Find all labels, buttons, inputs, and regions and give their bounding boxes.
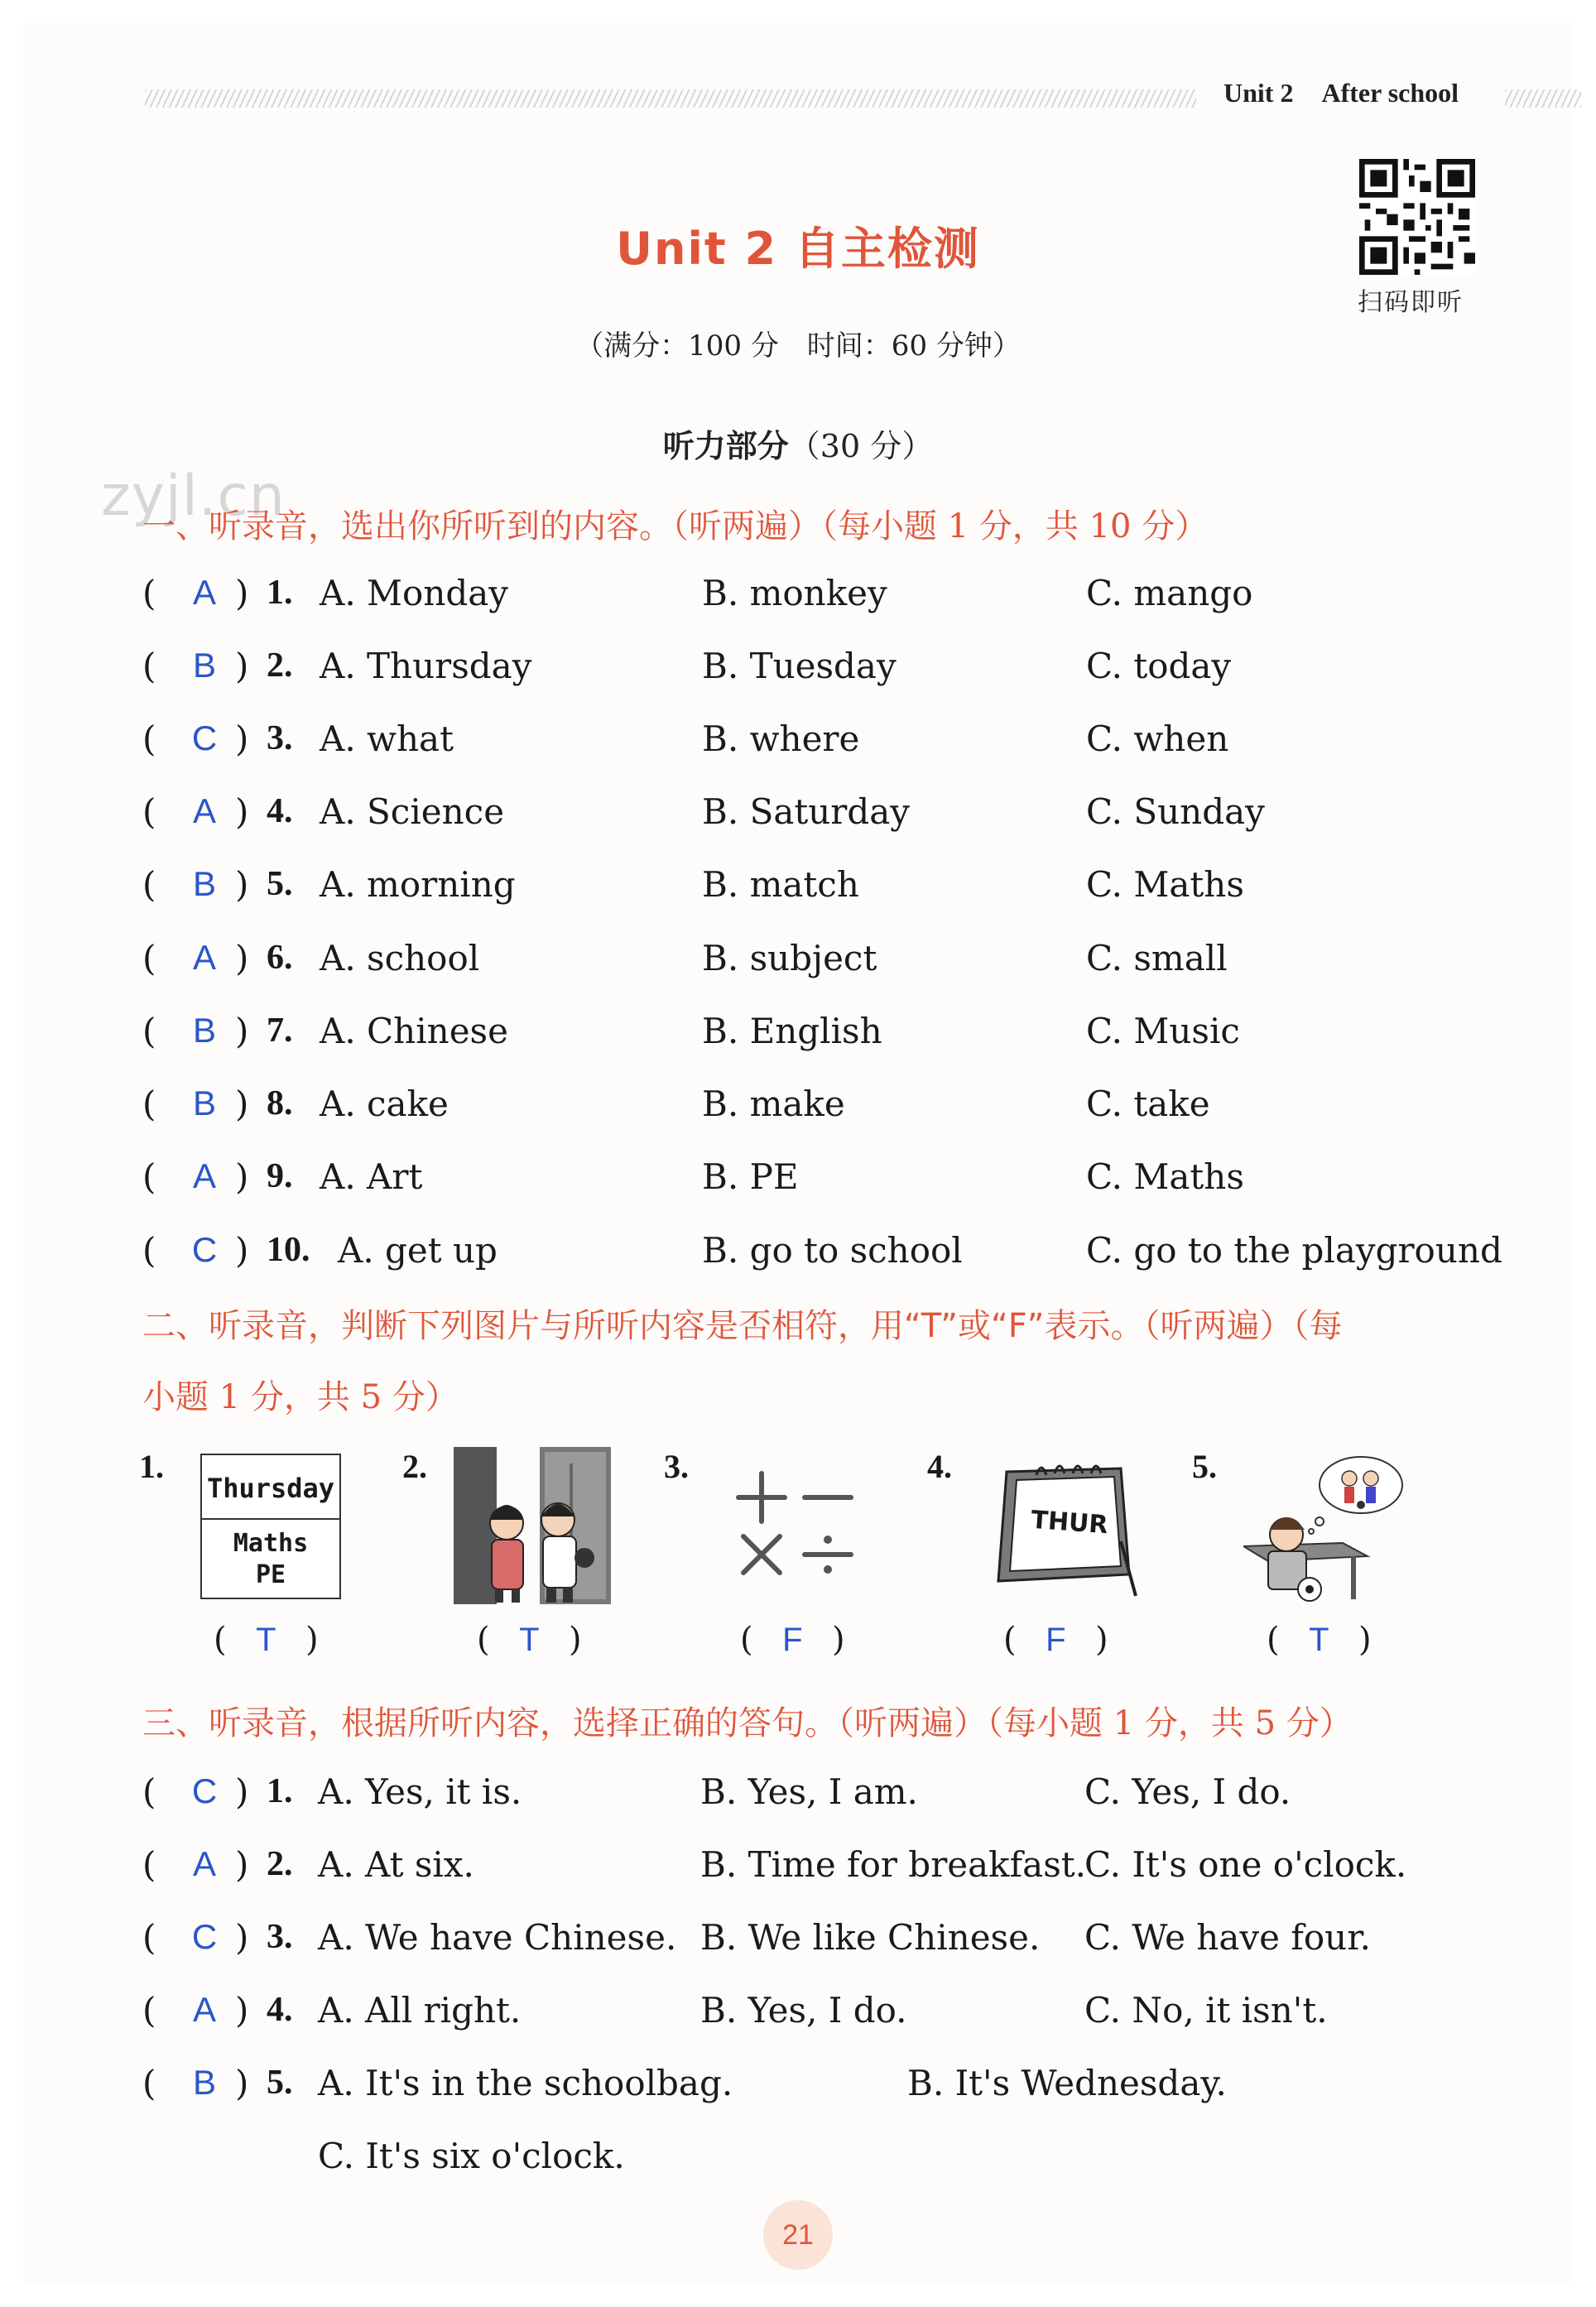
option-a: A. what — [320, 719, 454, 759]
question-number: 5. — [267, 2064, 293, 2102]
card-day: Thursday — [202, 1455, 339, 1520]
answer-value: B — [192, 646, 216, 685]
score-time-line: （满分：100 分 时间：60 分钟） — [575, 329, 1021, 363]
pic-num-1: 1. — [139, 1448, 164, 1485]
calendar-day: THUR — [1030, 1505, 1109, 1540]
option-a: A. Science — [320, 791, 505, 832]
option-b: B. Yes, I do. — [700, 1990, 907, 2031]
option-b: B. go to school — [702, 1230, 963, 1271]
part2-title-text: 二、听录音，判断下列图片与所听内容是否相符，用“T”或“F”表示。 — [142, 1307, 1144, 1345]
option-c: C. Maths — [1086, 1156, 1244, 1197]
question-number: 3. — [267, 719, 293, 757]
part1-note: （听两遍）（每小题 1 分，共 10 分） — [672, 507, 1209, 546]
paren-close: ) — [235, 1230, 249, 1271]
question-number: 9. — [267, 1157, 293, 1195]
paren-close: ) — [235, 1917, 249, 1958]
option-b: B. make — [702, 1084, 845, 1124]
question-number: 2. — [267, 646, 293, 685]
card-subject-1: Maths — [233, 1529, 309, 1558]
option-b: B. where — [702, 719, 860, 759]
answer-value: C — [191, 1771, 218, 1810]
part3-note: （听两遍）（每小题 1 分，共 5 分） — [838, 1704, 1353, 1742]
option-c: C. Sunday — [1086, 791, 1265, 832]
option-a: A. morning — [320, 864, 516, 905]
pic-num-2: 2. — [402, 1448, 427, 1485]
pic-answer-4: ( F ) — [1003, 1621, 1108, 1659]
question-number: 1. — [267, 1772, 293, 1810]
paren-close: ) — [235, 1844, 249, 1885]
paren-open: ( — [142, 573, 156, 613]
part2-title-line2 — [142, 1371, 459, 1418]
qr-label: 扫码即听 — [1358, 288, 1464, 317]
option-c: C. It's six o'clock. — [318, 2136, 625, 2176]
option-a: A. Yes, it is. — [318, 1771, 522, 1812]
paren-open: ( — [142, 1230, 156, 1271]
watermark: zyjl.cn — [101, 464, 286, 529]
option-c: C. small — [1086, 938, 1228, 978]
header-unit: Unit 2 — [1223, 78, 1294, 108]
option-b: B. Saturday — [702, 791, 911, 832]
question-number: 7. — [267, 1012, 293, 1050]
question-number: 8. — [267, 1084, 293, 1122]
option-c: C. Yes, I do. — [1084, 1771, 1291, 1812]
part1-title — [142, 500, 1208, 547]
option-b: B. PE — [702, 1156, 799, 1197]
option-b: B. monkey — [702, 573, 887, 613]
answer-value: C — [191, 719, 218, 757]
paren-close: ) — [235, 646, 249, 686]
option-b: B. Time for breakfast. — [700, 1844, 1086, 1885]
paren-close: ) — [235, 791, 249, 832]
desk-calendar-picture — [982, 1450, 1139, 1599]
pic-num-5: 5. — [1192, 1448, 1217, 1485]
pic-num-4: 4. — [927, 1448, 952, 1485]
header-topic: After school — [1321, 78, 1459, 108]
answer-value: B — [192, 1084, 216, 1122]
question-number: 4. — [267, 1991, 293, 2029]
paren-close: ) — [235, 1771, 249, 1812]
pic-answer-5: ( T ) — [1267, 1621, 1372, 1659]
paren-close: ) — [235, 938, 249, 978]
part1-title-text: 一、听录音，选出你所听到的内容。 — [142, 507, 672, 546]
paren-open: ( — [142, 791, 156, 832]
option-a: A. Monday — [320, 573, 509, 613]
paren-close: ) — [235, 573, 249, 613]
section-heading — [0, 421, 1596, 466]
paren-open: ( — [142, 938, 156, 978]
option-a: A. We have Chinese. — [318, 1917, 677, 1958]
part3-title — [142, 1697, 1353, 1744]
answer-value: A — [192, 1990, 216, 2029]
question-number: 10. — [267, 1231, 310, 1269]
option-b: B. English — [702, 1011, 882, 1051]
option-a: A. It's in the schoolbag. — [318, 2063, 733, 2103]
option-b: B. match — [702, 864, 859, 905]
answer-value: A — [192, 573, 216, 612]
option-c: C. Maths — [1086, 864, 1244, 905]
option-b: B. subject — [702, 938, 877, 978]
option-a: A. get up — [338, 1230, 498, 1271]
pic-answer-1-value: T — [256, 1622, 276, 1658]
pic-answer-3: ( F ) — [740, 1621, 845, 1659]
question-number: 2. — [267, 1845, 293, 1883]
page-number: 21 — [763, 2200, 833, 2270]
paren-open: ( — [142, 1771, 156, 1812]
header-hatch-right — [1505, 89, 1581, 108]
paren-open: ( — [142, 864, 156, 905]
answer-value: B — [192, 1011, 216, 1050]
paren-close: ) — [235, 864, 249, 905]
option-c: C. It's one o'clock. — [1084, 1844, 1407, 1885]
option-a: A. Thursday — [320, 646, 532, 686]
paren-close: ) — [235, 1990, 249, 2031]
pic-answer-1: ( T ) — [214, 1621, 319, 1659]
paren-close: ) — [235, 1156, 249, 1197]
answer-value: A — [192, 791, 216, 830]
page-title: Unit 2 自主检测 — [616, 223, 980, 275]
option-b: B. It's Wednesday. — [907, 2063, 1227, 2103]
paren-open: ( — [142, 1844, 156, 1885]
pic-answer-2: ( T ) — [477, 1621, 582, 1659]
running-header — [1223, 78, 1459, 108]
answer-value: A — [192, 1156, 216, 1195]
question-number: 6. — [267, 939, 293, 977]
option-c: C. go to the playground — [1086, 1230, 1502, 1271]
paren-open: ( — [142, 1084, 156, 1124]
timetable-card-picture — [200, 1454, 341, 1599]
option-c: C. No, it isn't. — [1084, 1990, 1328, 2031]
pic-answer-2-value: T — [519, 1622, 540, 1658]
answer-value: A — [192, 1844, 216, 1883]
answer-value: A — [192, 938, 216, 977]
option-c: C. mango — [1086, 573, 1253, 613]
option-b: B. Tuesday — [702, 646, 897, 686]
paren-open: ( — [142, 719, 156, 759]
part2-note-2: 小题 1 分，共 5 分） — [142, 1378, 459, 1416]
option-c: C. today — [1086, 646, 1232, 686]
paren-close: ) — [235, 2063, 249, 2103]
pic-answer-3-value: F — [782, 1622, 803, 1658]
card-subject-2: PE — [255, 1560, 286, 1589]
option-a: A. cake — [320, 1084, 449, 1124]
part2-note-1: （听两遍）（每 — [1143, 1307, 1343, 1345]
answer-value: B — [192, 2063, 216, 2102]
header-hatch-left — [145, 89, 1196, 108]
boy-thinking-football-picture — [1243, 1454, 1406, 1603]
option-c: C. Music — [1086, 1011, 1240, 1051]
paren-open: ( — [142, 1990, 156, 2031]
option-a: A. Art — [320, 1156, 423, 1197]
option-b: B. We like Chinese. — [700, 1917, 1041, 1958]
paren-open: ( — [142, 646, 156, 686]
section-title: 听力部分 — [662, 428, 789, 464]
pic-answer-4-value: F — [1046, 1622, 1066, 1658]
pic-answer-5-value: T — [1309, 1622, 1329, 1658]
paren-open: ( — [142, 1011, 156, 1051]
part3-title-text: 三、听录音，根据所听内容，选择正确的答句。 — [142, 1704, 838, 1742]
answer-value: B — [192, 864, 216, 903]
question-number: 3. — [267, 1918, 293, 1956]
paren-close: ) — [235, 1011, 249, 1051]
option-a: A. At six. — [318, 1844, 474, 1885]
option-a: A. school — [320, 938, 480, 978]
option-a: A. All right. — [318, 1990, 522, 2031]
answer-value: C — [191, 1230, 218, 1269]
option-b: B. Yes, I am. — [700, 1771, 918, 1812]
paren-open: ( — [142, 2063, 156, 2103]
option-c: C. when — [1086, 719, 1229, 759]
option-a: A. Chinese — [320, 1011, 508, 1051]
paren-close: ) — [235, 719, 249, 759]
option-c: C. take — [1086, 1084, 1210, 1124]
option-c: C. We have four. — [1084, 1917, 1372, 1958]
section-points: （30 分） — [788, 428, 934, 464]
part2-title — [142, 1300, 1342, 1347]
answer-value: C — [191, 1917, 218, 1956]
math-symbols-picture — [728, 1464, 861, 1588]
paren-open: ( — [142, 1917, 156, 1958]
question-number: 1. — [267, 574, 293, 612]
paren-close: ) — [235, 1084, 249, 1124]
kids-at-door-picture — [454, 1447, 611, 1604]
pic-num-3: 3. — [664, 1448, 689, 1485]
question-number: 5. — [267, 865, 293, 903]
question-number: 4. — [267, 792, 293, 830]
paren-open: ( — [142, 1156, 156, 1197]
